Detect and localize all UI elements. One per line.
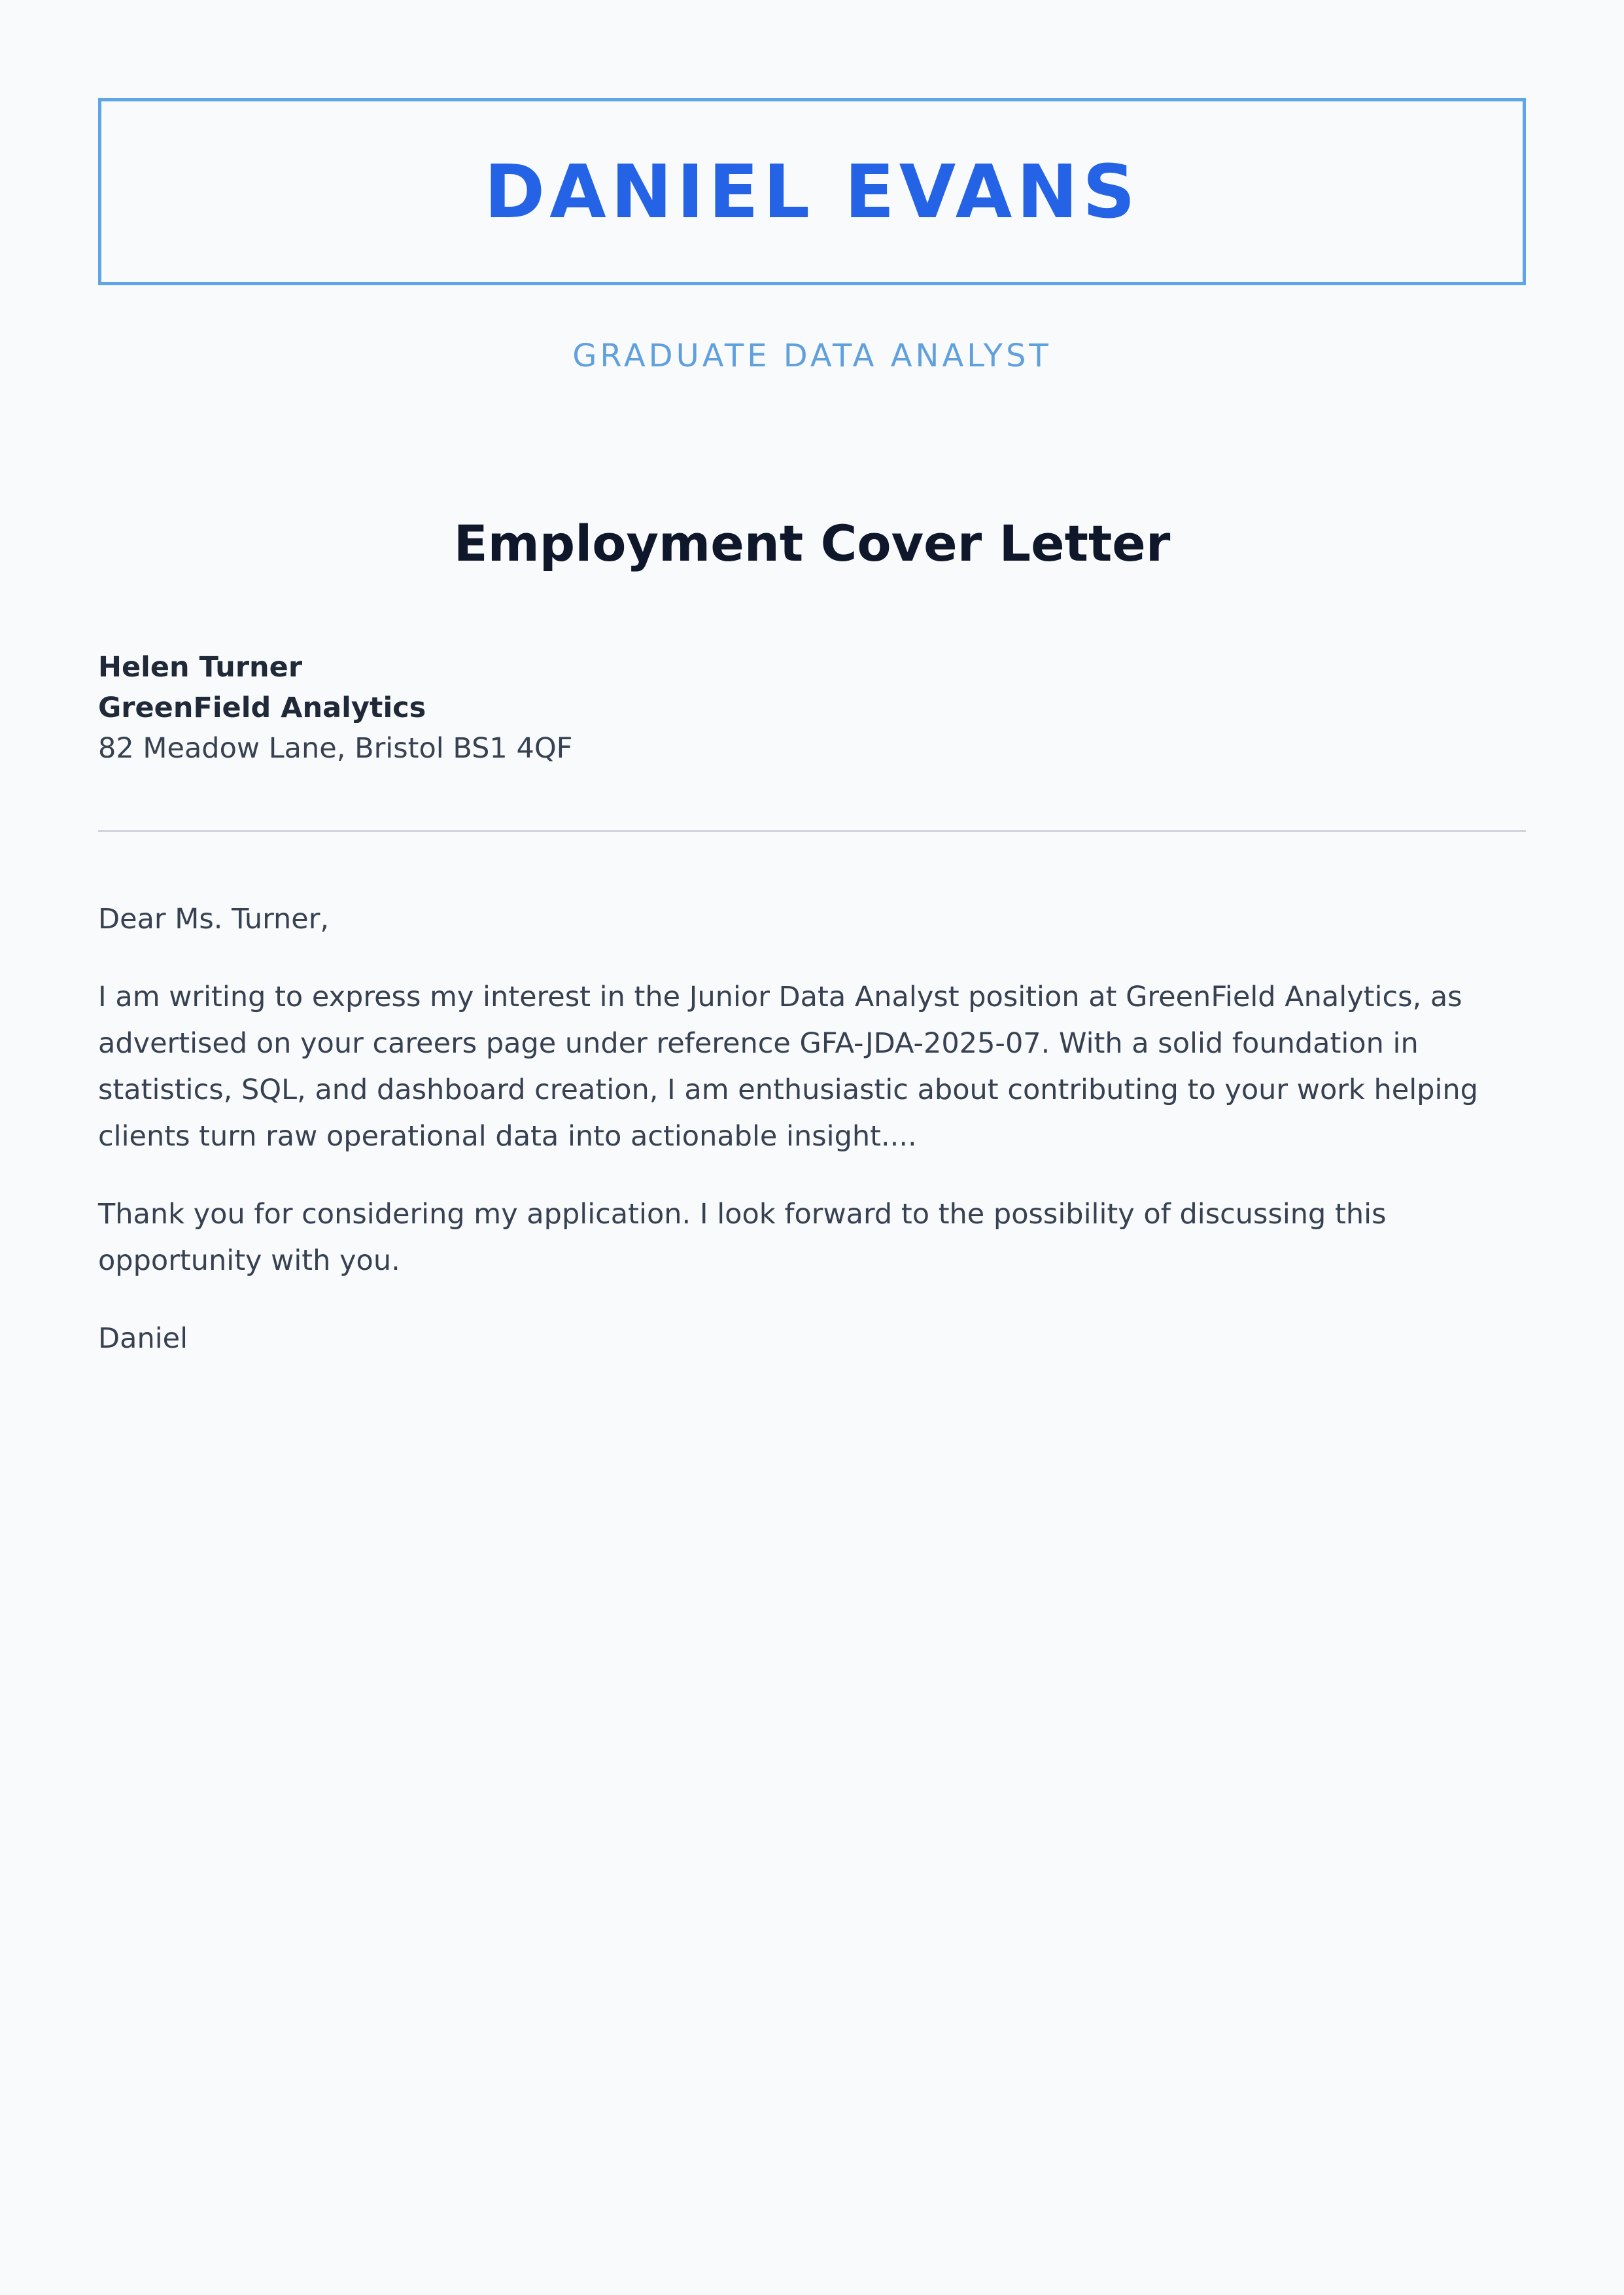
letter-body: [98, 896, 1526, 1362]
recipient-company: GreenField Analytics: [98, 692, 426, 724]
salutation: Dear Ms. Turner,: [98, 903, 330, 936]
recipient-address: 82 Meadow Lane, Bristol BS1 4QF: [98, 732, 573, 765]
document-title: Employment Cover Letter: [453, 514, 1171, 572]
body-paragraph-1: I am writing to express my interest in the Junior Data Analyst position at GreenField Analytics, as advertised on your careers page under reference GFA-JDA-2025-07. With a solid foundation in statistics, SQL, and dashboard creation, I am enthusiastic about contributing to your work helping clients turn raw operational data into actionable insight....: [98, 981, 1478, 1153]
name-header-box: [98, 98, 1526, 285]
signature: Daniel: [98, 1322, 188, 1355]
section-divider: [98, 830, 1526, 832]
recipient-block: [98, 647, 1526, 769]
applicant-name: DANIEL EVANS: [484, 150, 1140, 235]
body-paragraph-2: Thank you for considering my application. I look forward to the possibility of discussing this opportunity with you.: [98, 1198, 1387, 1277]
recipient-name: Helen Turner: [98, 651, 303, 684]
cover-letter-page: [98, 98, 1526, 1362]
applicant-job-title: GRADUATE DATA ANALYST: [572, 338, 1052, 374]
